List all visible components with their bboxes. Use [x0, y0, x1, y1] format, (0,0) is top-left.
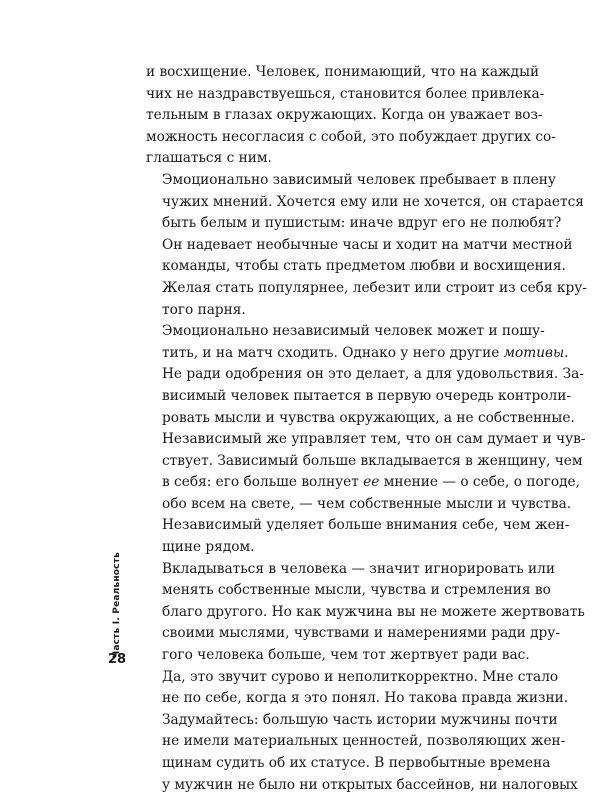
text-line: гого человека больше, чем тот жертвует ради вас.: [162, 647, 530, 664]
paragraph: [146, 62, 556, 170]
text-line: Желая стать популярнее, лебезит или строит из себя кру-: [162, 279, 587, 296]
page-number: 28: [108, 652, 127, 667]
text-line: Эмоционально зависимый человек пребывает в плену: [162, 171, 556, 188]
text-line: своими мыслями, чувствами и намерениями ради дру-: [162, 625, 560, 642]
text-run: висимый человек пытается в первую очередь контроли-: [162, 387, 571, 404]
text-line: не имели материальных ценностей, позволяющих жен-: [162, 733, 566, 750]
text-line: [146, 408, 575, 430]
text-run: Независимый уделяет больше внимания себе, чем жен-: [162, 517, 570, 534]
text-line: менять собственные мысли, чувства и стремления во: [162, 582, 551, 599]
text-line: Задумайтесь: большую часть истории мужчины почти: [162, 711, 558, 728]
text-line: [146, 429, 586, 451]
body-text: [146, 62, 587, 796]
text-run: тить, и на матч сходить. Однако у него другие: [162, 344, 504, 361]
text-run: щине рядом.: [162, 539, 255, 556]
text-line: тельным в глазах окружающих. Когда он уважает воз-: [146, 107, 543, 124]
paragraph: [146, 710, 578, 796]
text-line: глашаться с ним.: [146, 150, 272, 167]
italic-emphasis: мотивы: [503, 344, 565, 361]
text-line: Он надевает необычные часы и ходит на матчи местной: [162, 236, 573, 253]
text-line: [146, 537, 492, 559]
text-line: [146, 515, 570, 537]
text-run: мнение — о себе, о погоде,: [379, 474, 580, 491]
text-run: ствует. Зависимый больше вкладывается в женщину, чем: [162, 452, 583, 469]
text-run: Независимый же управляет тем, что он сам думает и чув-: [162, 431, 586, 448]
text-line: [146, 472, 580, 494]
text-line: не по себе, когда я это понял. Но такова правда жизни.: [162, 690, 569, 707]
text-run: ровать мысли и чувства окружающих, а не собственные.: [162, 409, 575, 426]
text-line: у мужчин не было ни открытых бассейнов, ни налоговых: [162, 776, 578, 793]
text-run: Не ради одобрения он это делает, а для удовольствия. За-: [162, 366, 584, 383]
italic-emphasis: ее: [363, 474, 380, 491]
text-run: обо всем на свете, — чем собственные мысли и чувства.: [162, 495, 572, 512]
text-line: [146, 321, 545, 343]
text-line: быть белым и пушистым: иначе вдруг его не полюбят?: [162, 215, 562, 232]
running-head: Часть I. Реальность: [112, 552, 122, 659]
text-line: чих не наздравствуешься, становится более привлека-: [146, 85, 545, 102]
text-line: благо другого. Но как мужчина вы не можете жертвовать: [162, 603, 585, 620]
text-line: того парня.: [162, 301, 246, 318]
paragraph: [146, 559, 585, 667]
text-line: команды, чтобы стать предметом любви и восхищения.: [162, 258, 566, 275]
text-line: [146, 451, 583, 473]
paragraph: [146, 321, 586, 559]
text-line: и восхищение. Человек, понимающий, что на каждый: [146, 64, 540, 80]
text-run: Эмоционально независимый человек может и пошу-: [162, 323, 545, 340]
text-line: [146, 386, 571, 408]
text-run: в себя: его больше волнует: [162, 474, 364, 491]
paragraph: [146, 170, 587, 321]
paragraph: [146, 667, 569, 710]
text-line: [146, 343, 569, 365]
text-line: можность несогласия с собой, это побуждает других со-: [146, 128, 556, 145]
text-line: Да, это звучит сурово и неполиткорректно. Мне стало: [162, 668, 559, 685]
text-line: [146, 494, 572, 516]
text-line: Вкладываться в человека — значит игнорировать или: [162, 560, 555, 577]
text-line: щинам судить об их статусе. В первобытные времена: [162, 755, 551, 771]
text-line: [146, 364, 584, 386]
text-run: .: [564, 344, 569, 361]
text-line: чужих мнений. Хочется ему или не хочется, он старается: [162, 193, 584, 210]
